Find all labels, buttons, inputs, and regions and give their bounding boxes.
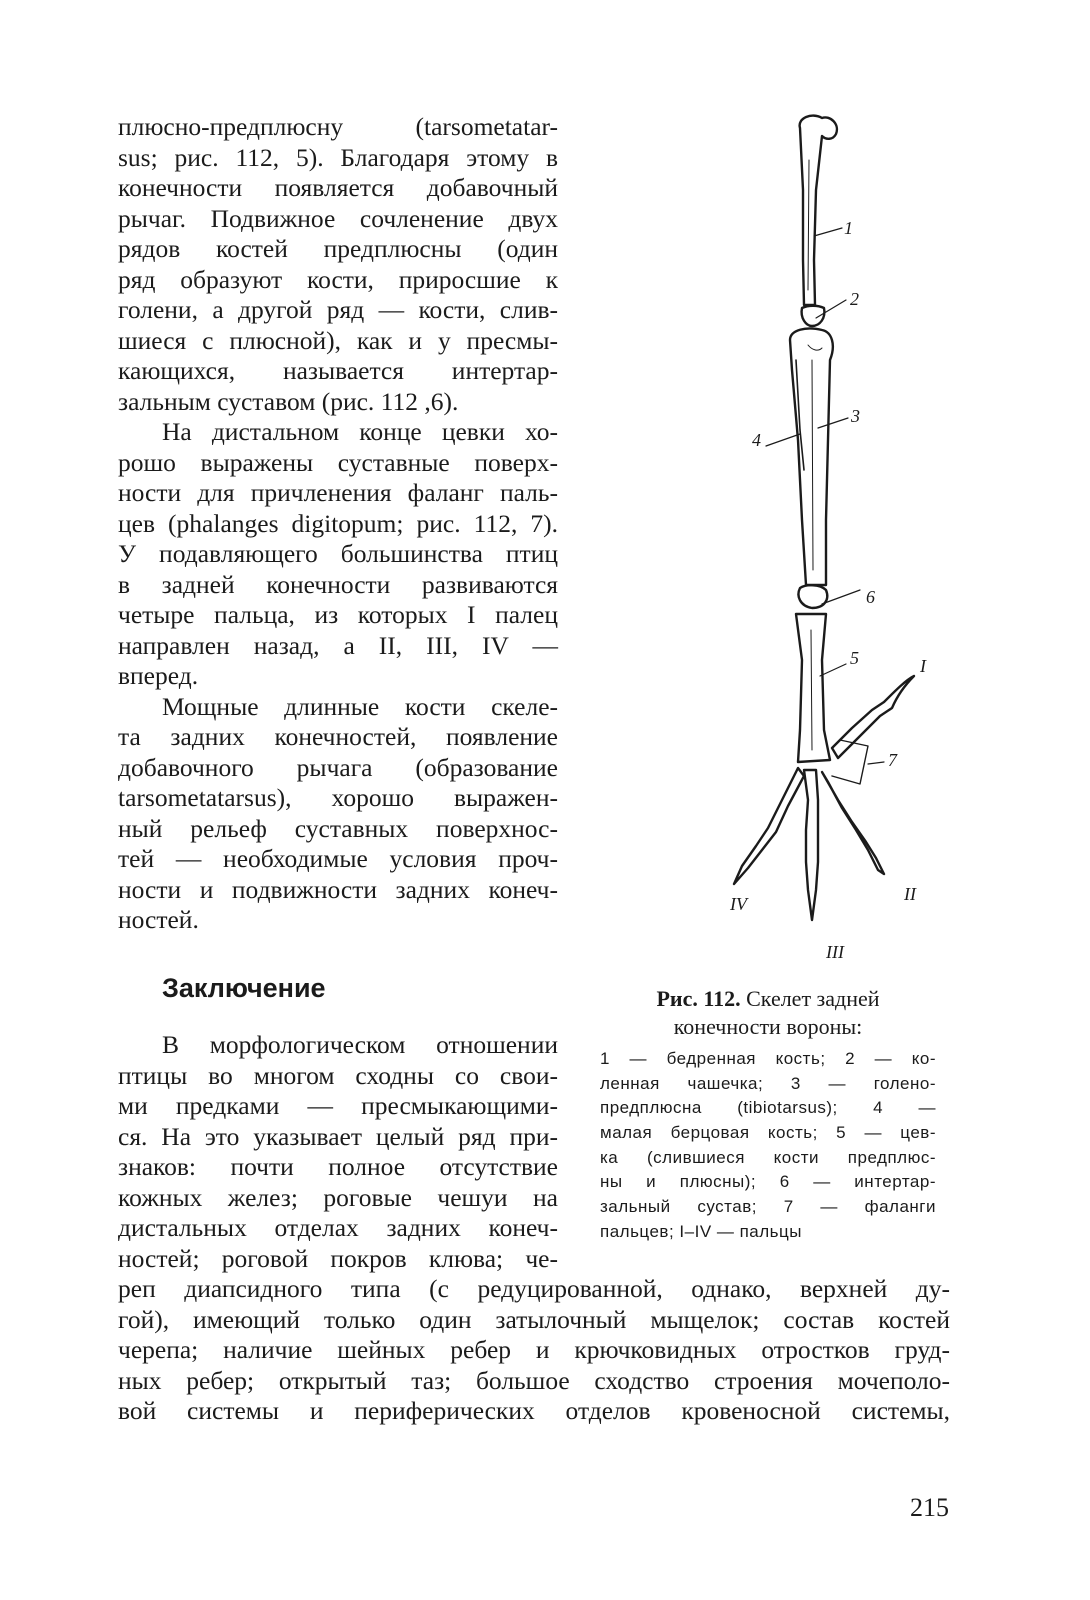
text-line: зальным суставом (рис. 112 ,6). [118, 386, 459, 416]
caption-line: зальный сустав; 7 — фаланги [600, 1197, 936, 1217]
text-line: ми предками — пресмыкающими- [118, 1091, 558, 1120]
label-toe-i: I [920, 656, 926, 676]
text-line: ности для причленения фаланг паль- [118, 478, 558, 507]
page-number: 215 [910, 1493, 949, 1522]
caption-line: малая берцовая кость; 5 — цев- [600, 1123, 936, 1143]
text-line: черепа; наличие шейных ребер и крючковидных отростков груд- [118, 1335, 950, 1364]
text-line: рошо выражены суставные поверх- [118, 447, 558, 477]
text-line: плюсно-предплюсну (tarsometatar- [118, 112, 558, 141]
text-line: конечности появляется добавочный [118, 173, 558, 202]
text-line: дистальных отделах задних конеч- [118, 1213, 558, 1242]
text-line: ностей. [118, 905, 199, 934]
caption-line: 1 — бедренная кость; 2 — ко- [600, 1049, 936, 1068]
text-line: рычаг. Подвижное сочленение двух [118, 203, 558, 233]
label-toe-iv: IV [730, 894, 747, 914]
caption-line: ленная чашечка; 3 — голено- [600, 1073, 936, 1093]
body-text-full-width [118, 1274, 950, 1427]
text-line: ный рельеф суставных поверхнос- [118, 813, 558, 843]
intertarsal-joint [799, 585, 828, 608]
text-line: У подавляющего большинства птиц [118, 539, 558, 568]
tarsometatarsus-bone [796, 614, 830, 762]
text-line: рядов костей предплюсны (один [118, 234, 558, 263]
label-3: 3 [851, 406, 860, 426]
toe-iii [804, 770, 818, 920]
label-7: 7 [888, 750, 897, 770]
text-line: Мощные длинные кости скеле- [162, 691, 558, 721]
fibula-bone [796, 360, 804, 470]
toe-i [832, 676, 914, 758]
text-line: вперед. [118, 661, 199, 690]
label-2: 2 [850, 289, 859, 309]
text-line: ностей; роговой покров клюва; че- [118, 1243, 558, 1273]
label-1: 1 [844, 218, 853, 238]
text-line: четыре пальца, из которых I палец [118, 600, 558, 629]
text-line: sus; рис. 112, 5). Благодаря этому в [118, 142, 558, 172]
text-line: ных ребер; открытый таз; большое сходство строения мочеполо- [118, 1365, 950, 1395]
body-text-column-top [118, 112, 558, 936]
figure-caption [600, 985, 936, 1245]
caption-title [600, 985, 936, 1013]
caption-title-line2: конечности вороны: [673, 1014, 863, 1039]
text-line: гой), имеющий только один затылочный мыщелок; состав костей [118, 1304, 950, 1334]
caption-line: предплюсна (tibiotarsus); 4 — [600, 1098, 936, 1118]
label-toe-iii: III [826, 942, 844, 962]
label-toe-ii: II [904, 884, 916, 904]
caption-line: пальцев; I–IV — пальцы [600, 1221, 802, 1241]
caption-line: ны и плюсны); 6 — интертар- [600, 1172, 936, 1192]
text-line: добавочного рычага (образование [118, 752, 558, 782]
text-line: ряд образуют кости, приросшие к [118, 264, 558, 294]
text-line: птицы во многом сходны со свои- [118, 1060, 558, 1090]
section-heading: Заключение [162, 973, 326, 1003]
text-line: знаков: почти полное отсутствие [118, 1152, 558, 1181]
toe-ii [822, 772, 884, 874]
text-line: ности и подвижности задних конеч- [118, 874, 558, 904]
caption-line: ка (слившиеся кости предплюс- [600, 1147, 936, 1167]
text-line: кожных желез; роговые чешуи на [118, 1182, 558, 1212]
text-line: кающихся, называется интертар- [118, 356, 558, 385]
crow-hindlimb-skeleton-illustration [700, 105, 960, 965]
text-line: В морфологическом отношении [162, 1030, 558, 1059]
text-line: та задних конечностей, появление [118, 722, 558, 751]
label-5: 5 [850, 648, 859, 668]
text-line: шиеся с плюсной), как и у пресмы- [118, 325, 558, 355]
text-line: вой системы и периферических отделов кровеносной системы, [118, 1396, 950, 1425]
caption-figure-label: Рис. 112. [656, 986, 741, 1011]
text-line: цев (phalanges digitopum; рис. 112, 7). [118, 508, 558, 538]
toe-iv [734, 768, 804, 884]
text-line: тей — необходимые условия проч- [118, 844, 558, 873]
text-line: tarsometatarsus), хорошо выражен- [118, 783, 558, 812]
text-line: в задней конечности развиваются [118, 569, 558, 599]
label-6: 6 [866, 587, 875, 607]
kneecap [802, 306, 825, 326]
text-line: реп диапсидного типа (с редуцированной, однако, верхней ду- [118, 1274, 950, 1303]
caption-title-text: Скелет задней [746, 986, 880, 1011]
text-line: ся. На это указывает целый ряд при- [118, 1121, 558, 1151]
text-line: направлен назад, а II, III, IV — [118, 630, 558, 660]
text-line: голени, а другой ряд — кости, слив- [118, 295, 558, 324]
label-4: 4 [752, 430, 761, 450]
femur-bone [800, 116, 837, 305]
body-text-column-bottom [118, 1030, 558, 1274]
text-line: На дистальном конце цевки хо- [162, 417, 558, 446]
